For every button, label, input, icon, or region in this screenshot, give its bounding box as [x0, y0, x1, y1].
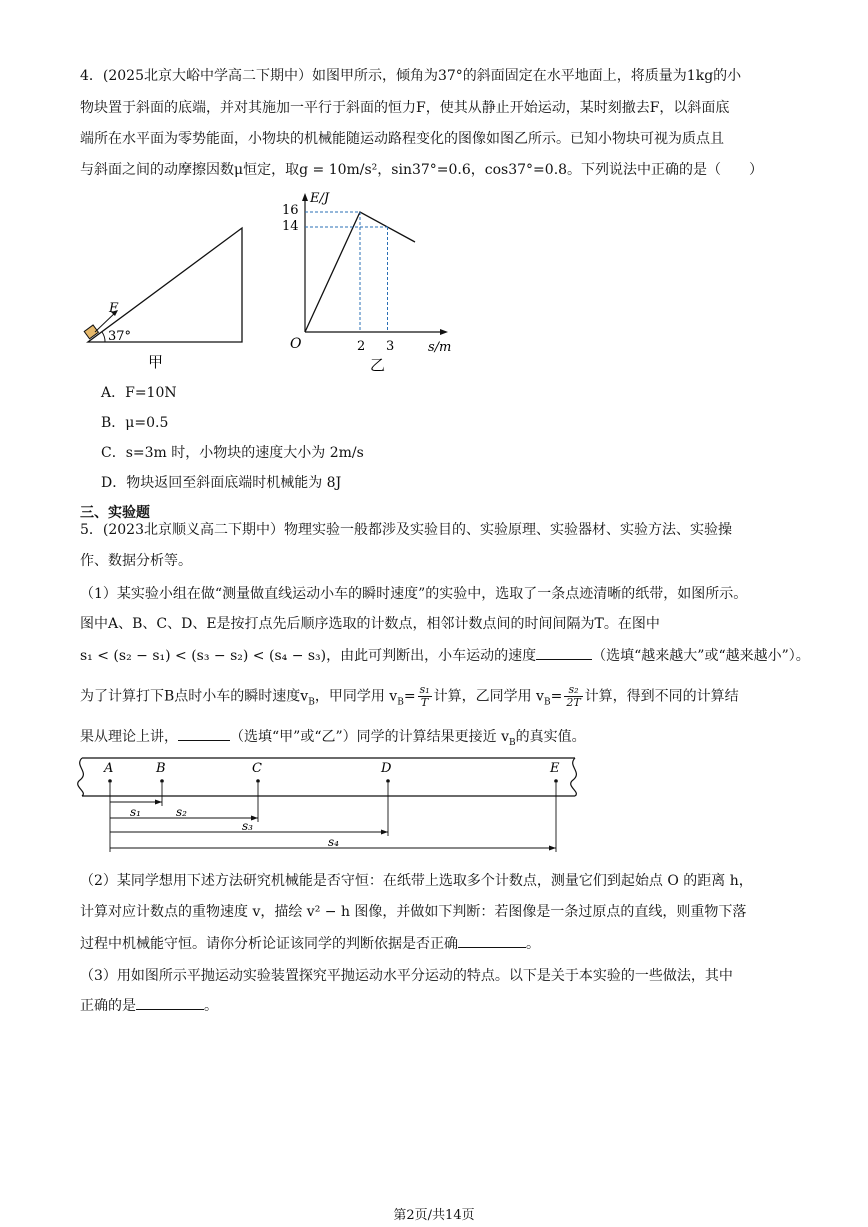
tape-label-b: B — [156, 761, 166, 776]
equals-1: = — [403, 688, 416, 705]
line5-text-b: （选填“甲”或“乙”）同学的计算结果更接近 v — [230, 729, 509, 745]
x-tick-2: 2 — [357, 339, 366, 354]
tape-label-e: E — [550, 761, 560, 776]
dim-s2-label: s₂ — [176, 805, 187, 819]
choice-hint-1: （选填“越来越大”或“越来越小”）。 — [592, 648, 810, 664]
q4-line-4: 与斜面之间的动摩擦因数μ恒定，取g = 10m/s²，sin37°=0.6，cos37°=0.8。下列说法中正确的是（ ） — [80, 162, 764, 178]
option-a: A．F=10N — [101, 385, 177, 401]
q5-line-1: 5．(2023北京顺义高二下期中）物理实验一般都涉及实验目的、实验原理、实验器材、实验方法、实验操 — [80, 522, 732, 538]
answer-blank-1[interactable] — [536, 645, 592, 660]
line4-text-a: 为了计算打下B点时小车的瞬时速度v — [80, 688, 309, 705]
q5-p1-line-4 — [80, 684, 739, 712]
line5-text-a: 果从理论上讲， — [80, 729, 178, 745]
block — [84, 325, 98, 339]
inequality-text: s₁ < (s₂ − s₁) < (s₃ − s₂) < (s₄ − s₃)，由此可判断出，小车运动的速度 — [80, 648, 537, 664]
angle-label: 37° — [108, 329, 132, 344]
figure-paper-tape — [70, 752, 600, 862]
sub-b-2: B — [397, 697, 404, 708]
tape-dot-b — [160, 779, 164, 783]
answer-blank-3[interactable] — [458, 933, 526, 948]
q5-line-2: 作、数据分析等。 — [80, 553, 192, 569]
figure-incline — [80, 215, 255, 375]
tape-dot-e — [554, 779, 558, 783]
q5-p1-line-2: 图中A、B、C、D、E是按打点先后顺序选取的计数点，相邻计数点间的时间间隔为T。在图中 — [80, 616, 660, 632]
force-label: F — [109, 301, 119, 316]
incline-triangle — [88, 228, 242, 342]
tape-dot-a — [108, 779, 112, 783]
figure-energy-graph — [280, 190, 460, 375]
x-axis-arrow — [440, 329, 448, 335]
q5-p1-line-3 — [80, 645, 810, 666]
p3-line2-text: 正确的是 — [80, 998, 136, 1014]
dim-s4 — [110, 835, 556, 851]
q5-p1-line-1: （1）某实验小组在做“测量做直线运动小车的瞬时速度”的实验中，选取了一条点迹清晰的纸带，如图所示。 — [80, 586, 748, 602]
tape-right-tear — [571, 758, 577, 796]
q4-line-1: 4．(2025北京大峪中学高二下期中）如图甲所示，倾角为37°的斜面固定在水平地面上，将质量为1kg的小 — [80, 68, 742, 84]
line4-text-d: 计算，得到不同的计算结 — [584, 688, 739, 705]
fraction-jia-denominator: T — [420, 696, 429, 709]
page-footer: 第2页/共14页 — [393, 1208, 475, 1223]
line4-text-c: 计算，乙同学用 v — [433, 688, 544, 705]
fraction-jia — [418, 684, 432, 709]
caption-yi: 乙 — [370, 356, 386, 374]
q4-line-3: 端所在水平面为零势能面，小物块的机械能随运动路程变化的图像如图乙所示。已知小物块可视为质点且 — [80, 131, 724, 147]
x-axis-label: s/m — [428, 340, 452, 355]
q5-p2-line-3: 过程中机械能守恒。请你分析论证该同学的判断依据是否正确 。 — [80, 933, 540, 954]
dim-s4-label: s₄ — [328, 835, 339, 849]
y-axis-arrow — [302, 193, 308, 201]
tape-label-a: A — [104, 761, 114, 776]
caption-jia: 甲 — [148, 353, 164, 371]
tape-dot-c — [256, 779, 260, 783]
q5-p2-line-2: 计算对应计数点的重物速度 v，描绘 v² − h 图像，并做如下判断：若图像是一条过原点的直线，则重物下落 — [80, 904, 747, 920]
y-axis-label: E/J — [310, 191, 330, 206]
fraction-yi-numerator: s₂ — [564, 684, 582, 697]
q5-p1-line-5 — [80, 726, 586, 753]
tape-label-d: D — [381, 761, 392, 776]
q4-line-2: 物块置于斜面的底端，并对其施加一平行于斜面的恒力F，使其从静止开始运动，某时刻撤去F，以斜面底 — [80, 100, 730, 116]
answer-blank-2[interactable] — [178, 726, 230, 741]
tape-label-c: C — [252, 761, 262, 776]
tape-left-tear — [78, 758, 84, 796]
line5-text-c: 的真实值。 — [515, 729, 586, 745]
fraction-yi-denominator: 2T — [566, 696, 581, 709]
tape-dot-d — [386, 779, 390, 783]
y-tick-14: 14 — [282, 219, 299, 234]
option-b: B．μ=0.5 — [101, 415, 169, 431]
q5-p3-line-1: （3）用如图所示平抛运动实验装置探究平抛运动水平分运动的特点。以下是关于本实验的一些做法，其中 — [80, 968, 733, 984]
dim-s1-label: s₁ — [130, 805, 141, 819]
sub-b-1: B — [308, 697, 315, 708]
q5-p2-line-1: （2）某同学想用下述方法研究机械能是否守恒：在纸带上选取多个计数点，测量它们到起始点 O 的距离 h， — [80, 873, 753, 889]
sub-b-3: B — [543, 697, 551, 708]
answer-blank-4[interactable] — [136, 995, 204, 1010]
fraction-jia-numerator: s₁ — [419, 683, 430, 696]
angle-arc — [102, 332, 105, 342]
dim-s1 — [110, 800, 162, 820]
option-d: D．物块返回至斜面底端时机械能为 8J — [101, 475, 342, 491]
dim-s3 — [110, 819, 388, 835]
p2-line3-text: 过程中机械能守恒。请你分析论证该同学的判断依据是否正确 — [80, 936, 458, 952]
sub-b-4: B — [509, 737, 516, 748]
y-tick-16: 16 — [282, 203, 299, 218]
equals-2: = — [550, 688, 563, 705]
q5-p3-line-2: 正确的是 。 — [80, 995, 218, 1016]
option-c: C．s=3m 时，小物块的速度大小为 2m/s — [101, 445, 364, 461]
dim-s3-label: s₃ — [242, 819, 253, 833]
origin-label: O — [290, 336, 302, 352]
line4-text-b: ，甲同学用 v — [314, 688, 398, 705]
fraction-yi — [564, 684, 582, 709]
section-title: 三、实验题 — [80, 505, 150, 521]
x-tick-3: 3 — [386, 339, 395, 354]
